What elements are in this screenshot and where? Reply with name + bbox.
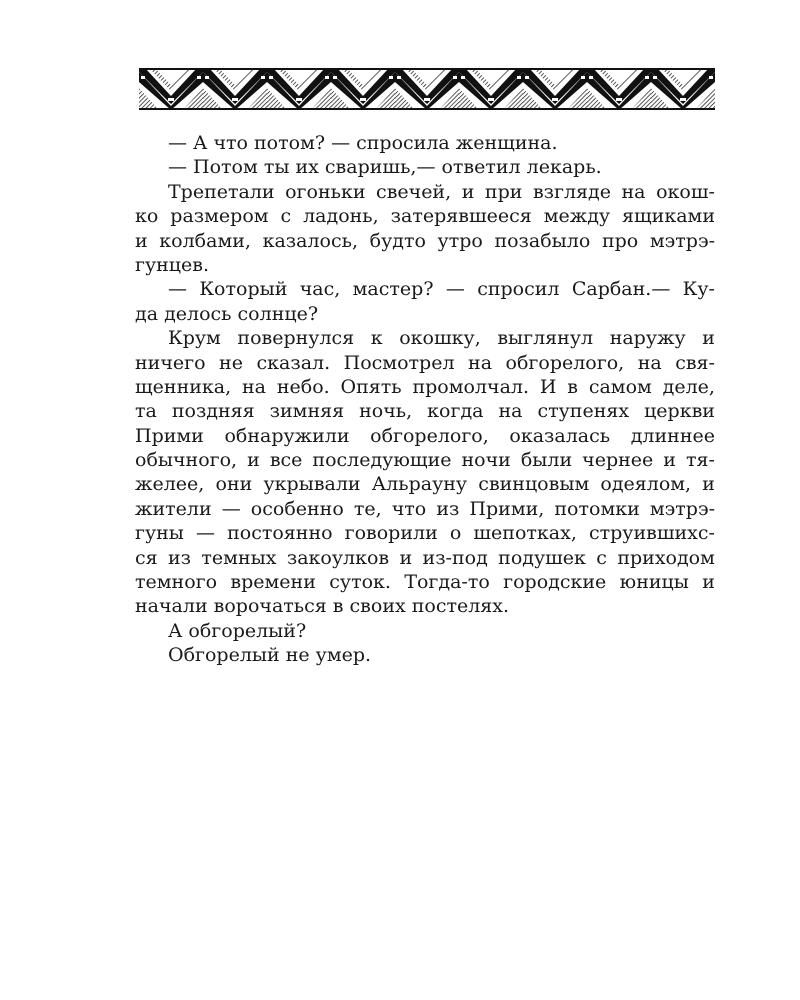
zigzag-band-ornament-icon bbox=[139, 68, 715, 110]
text-line: Обгорелый не умер. bbox=[168, 644, 372, 667]
text-line: Прими обнаружили обгорелого, оказалась длиннее bbox=[135, 424, 715, 447]
text-line: Крум повернулся к окошку, выглянул наружу и bbox=[168, 327, 715, 350]
text-line: гуны — постоянно говорили о шепотках, струившихс- bbox=[135, 522, 715, 545]
text-line: ко размером с ладонь, затерявшееся между ящиками bbox=[135, 205, 715, 228]
text-line: и колбами, казалось, будто утро позабыло про мэтрэ- bbox=[135, 229, 715, 252]
text-line: жители — особенно те, что из Прими, потомки мэтрэ- bbox=[135, 497, 715, 520]
text-line: — Потом ты их сваришь,— ответил лекарь. bbox=[168, 156, 602, 179]
text-line: Трепетали огоньки свечей, и при взгляде на окош- bbox=[168, 180, 715, 203]
text-line: гунцев. bbox=[135, 253, 209, 276]
body-text bbox=[135, 131, 715, 668]
text-line: ся из темных закоулков и из-под подушек с приходом bbox=[135, 546, 715, 569]
text-line: А обгорелый? bbox=[168, 619, 307, 642]
text-line: — Который час, мастер? — спросил Сарбан.— Ку- bbox=[168, 278, 715, 301]
text-line: та поздняя зимняя ночь, когда на ступенях церкви bbox=[135, 400, 715, 423]
text-line: ничего не сказал. Посмотрел на обгорелого, на свя- bbox=[135, 351, 715, 374]
text-line: желее, они укрывали Альрауну свинцовым одеялом, и bbox=[135, 473, 715, 496]
text-line: — А что потом? — спросила женщина. bbox=[168, 132, 558, 154]
text-line: начали ворочаться в своих постелях. bbox=[135, 595, 510, 618]
text-line: обычного, и все последующие ночи были чернее и тя- bbox=[135, 449, 715, 472]
text-line: темного времени суток. Тогда-то городские юницы и bbox=[135, 571, 715, 594]
text-line: да делось солнце? bbox=[135, 302, 319, 325]
text-line: щенника, на небо. Опять промолчал. И в самом деле, bbox=[135, 375, 715, 398]
